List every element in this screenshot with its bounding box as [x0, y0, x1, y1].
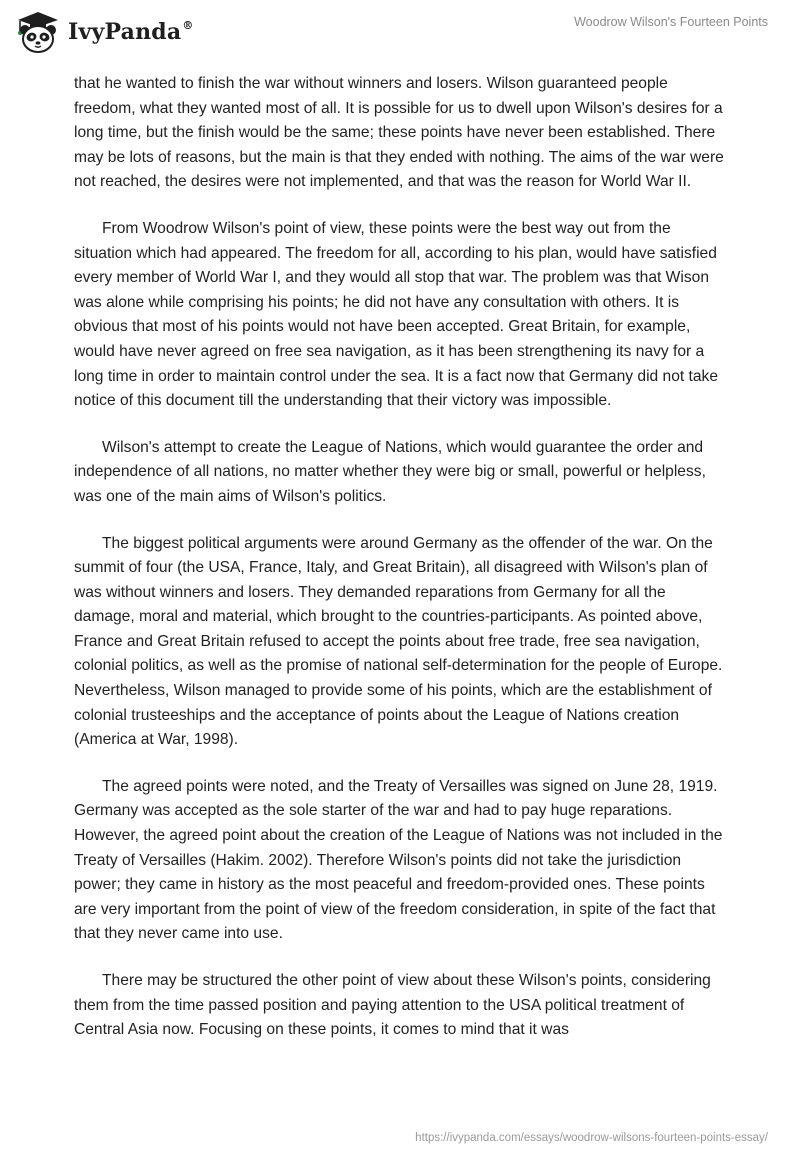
brand-name: IvyPanda®	[68, 19, 194, 45]
source-url[interactable]: https://ivypanda.com/essays/woodrow-wilsons-fourteen-points-essay/	[415, 1132, 768, 1144]
paragraph: Wilson's attempt to create the League of Nations, which would guarantee the order and independence of all nations, no matter whether they were big or small, powerful or helpless, was one of the main aims of Wilson's politics.	[74, 438, 706, 505]
paragraph: The biggest political arguments were around Germany as the offender of the war. On the summit of four (the USA, France, Italy, and Great Britain), all disagreed with Wilson's plan of was without winners and losers. They demanded reparations from Germany for all the damage, moral and material, which brought to the countries-participants. As pointed above, France and Great Britain refused to accept the points about free trade, free sea navigation, colonial politics, as well as the promise of national self-determination for the people of Europe. Nevertheless, Wilson managed to provide some of his points, which are the establishment of colonial trusteeships and the acceptance of points about the League of Nations creation (America at War, 1998).	[74, 534, 723, 749]
paragraph: There may be structured the other point of view about these Wilson's points, considering them from the time passed position and paying attention to the USA political treatment of Central Asia now. Focusing on these points, it comes to mind that it was	[74, 972, 711, 1039]
registered-mark: ®	[182, 19, 194, 32]
essay-body	[74, 72, 724, 1065]
paragraph: that he wanted to finish the war without winners and losers. Wilson guaranteed people freedom, what they wanted most of all. It is possible for us to dwell upon Wilson's desires for a long time, but the finish would be the same; these points have never been established. There may be lots of reasons, but the main is that they ended with nothing. The aims of the war were not reached, the desires were not implemented, and that was the reason for World War II.	[74, 75, 724, 191]
document-title: Woodrow Wilson's Fourteen Points	[574, 15, 768, 29]
paragraph: The agreed points were noted, and the Treaty of Versailles was signed on June 28, 1919. Germany was accepted as the sole starter of the war and had to pay huge reparations. However, the agreed point about the creation of the League of Nations was not included in the Treaty of Versailles (Hakim. 2002). Therefore Wilson's points did not take the jurisdiction power; they came in history as the most peaceful and freedom-provided ones. These points are very important from the point of view of the freedom consideration, in spite of the fact that that they never came into use.	[74, 777, 723, 943]
page-header	[0, 0, 800, 70]
paragraph: From Woodrow Wilson's point of view, these points were the best way out from the situation which had appeared. The freedom for all, according to his plan, would have satisfied every member of World War I, and they would all stop that war. The problem was that Wison was alone while comprising his points; he did not have any consultation with others. It is obvious that most of his points would not have been accepted. Great Britain, for example, would have never agreed on free sea navigation, as it has been strengthening its navy for a long time in order to maintain control under the sea. It is a fact now that Germany did not take notice of this document till the understanding that their victory was impossible.	[74, 219, 719, 410]
panda-mascot-icon	[14, 10, 62, 54]
brand-logo[interactable]	[14, 10, 194, 54]
